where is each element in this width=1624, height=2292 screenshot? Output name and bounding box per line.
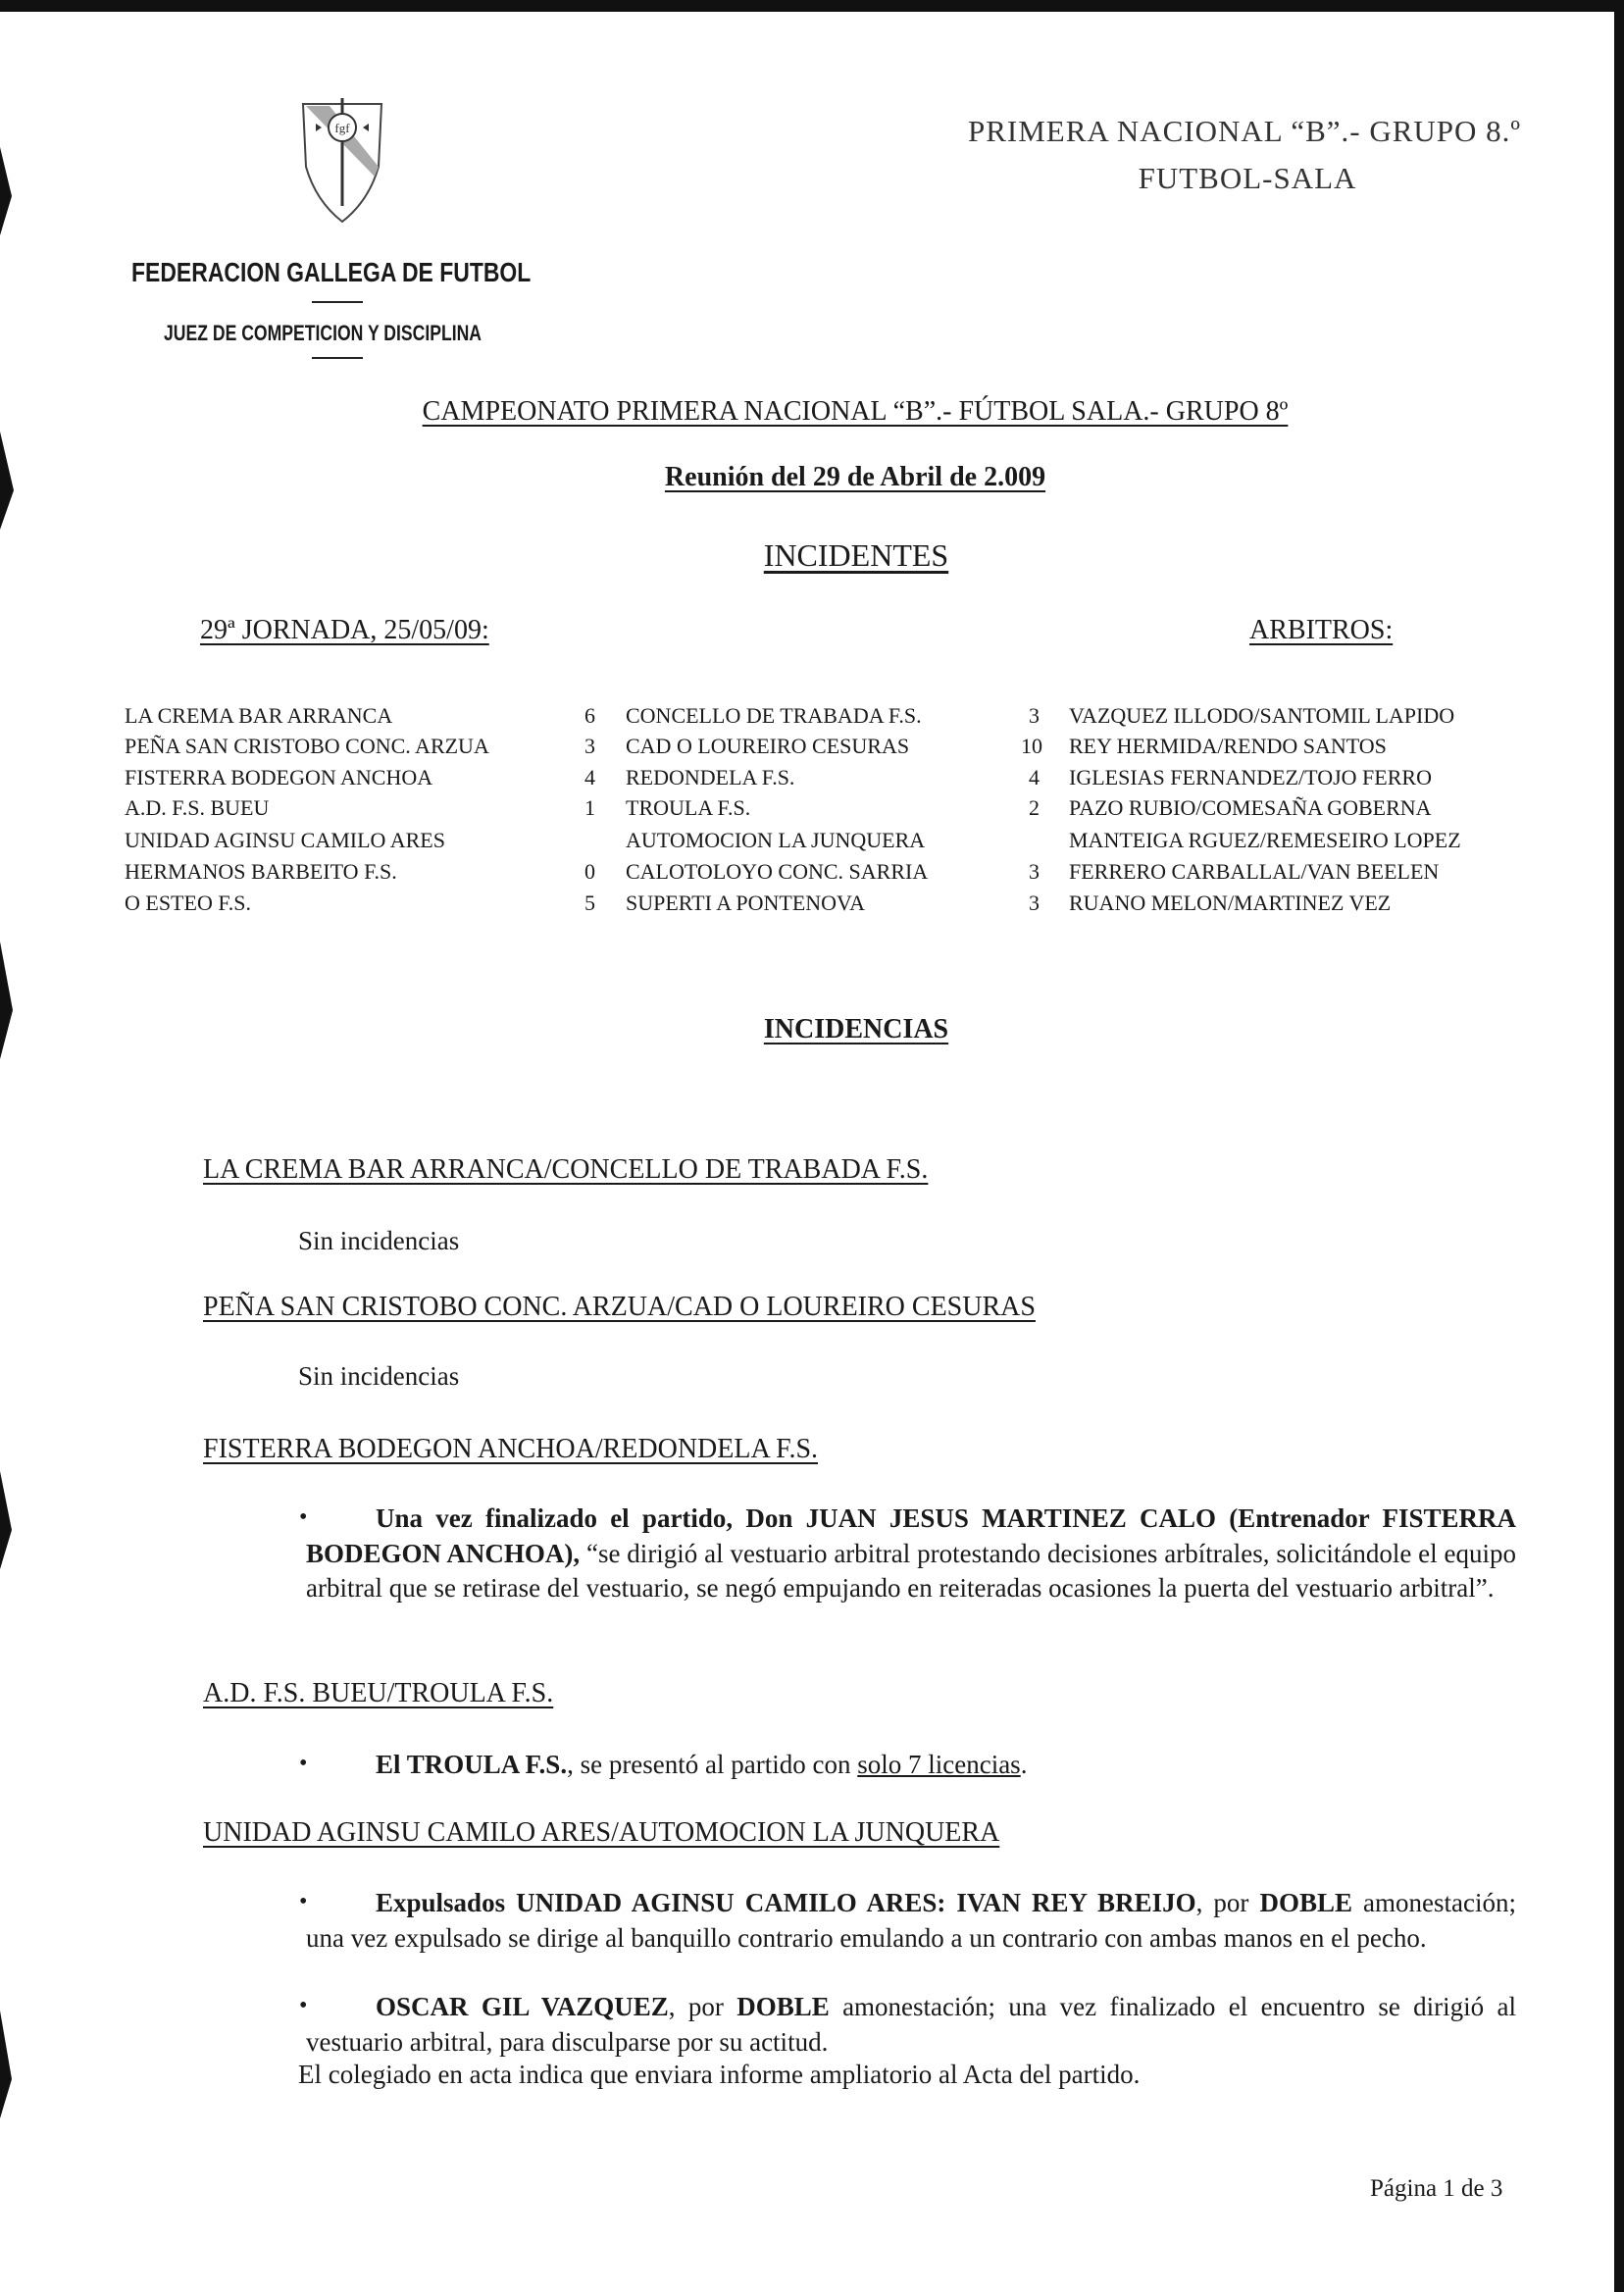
- header-competition: PRIMERA NACIONAL “B”.- GRUPO 8.º: [968, 114, 1522, 148]
- arbitros-heading: ARBITROS:: [1249, 615, 1394, 645]
- organization-name: FEDERACION GALLEGA DE FUTBOL: [131, 257, 532, 287]
- score-home: 5: [584, 891, 595, 915]
- referees: IGLESIAS FERNANDEZ/TOJO FERRO: [1069, 765, 1432, 789]
- incident-text-bold: OSCAR GIL VAZQUEZ: [376, 1992, 669, 2021]
- department-name: JUEZ DE COMPETICION Y DISCIPLINA: [164, 321, 482, 345]
- team-away: CONCELLO DE TRABADA F.S.: [626, 703, 922, 728]
- referees: PAZO RUBIO/COMESAÑA GOBERNA: [1069, 795, 1432, 820]
- score-home: 6: [584, 703, 595, 728]
- team-away: TROULA F.S.: [626, 795, 751, 820]
- jornada-heading: 29ª JORNADA, 25/05/09:: [200, 615, 489, 645]
- scan-torn-edge: [0, 0, 14, 2292]
- incident-note: Sin incidencias: [298, 1361, 460, 1391]
- team-home: A.D. F.S. BUEU: [125, 795, 270, 820]
- section-incidencias: INCIDENCIAS: [763, 1014, 949, 1044]
- header-sport: FUTBOL-SALA: [1138, 161, 1357, 195]
- federation-crest-logo: [300, 98, 384, 224]
- incident-match-heading: PEÑA SAN CRISTOBO CONC. ARZUA/CAD O LOUREIRO CESURAS: [203, 1292, 1036, 1322]
- score-home: 0: [584, 859, 595, 884]
- incident-text: “se dirigió al vestuario arbitral protestando decisiones arbítrales, solicitándole el equipo arbitral que se retirase del vestuario, se negó empujando en reiteradas ocasiones la puerta del vestuario arbitral”.: [306, 1538, 1516, 1603]
- incident-text: .: [1020, 1750, 1028, 1779]
- team-home: O ESTEO F.S.: [125, 891, 252, 915]
- referees: VAZQUEZ ILLODO/SANTOMIL LAPIDO: [1069, 703, 1455, 728]
- divider: [312, 301, 363, 303]
- score-away: 3: [1029, 891, 1040, 915]
- team-away: AUTOMOCION LA JUNQUERA: [626, 828, 926, 852]
- document-title: CAMPEONATO PRIMERA NACIONAL “B”.- FÚTBOL SALA.- GRUPO 8º: [422, 396, 1289, 427]
- incident-text: amonestación; una vez finalizado el encuentro se dirigió al vestuario arbitral, para disculparse por su actitud.: [306, 1992, 1517, 2057]
- svg-text:fgf: fgf: [334, 121, 350, 135]
- team-home: FISTERRA BODEGON ANCHOA: [125, 765, 433, 789]
- bullet-icon: •: [299, 1751, 308, 1776]
- score-home: 4: [584, 765, 595, 789]
- incident-match-heading: UNIDAD AGINSU CAMILO ARES/AUTOMOCION LA JUNQUERA: [203, 1817, 1000, 1848]
- scan-border-top: [0, 0, 1624, 12]
- incident-text-bold: El TROULA F.S.: [376, 1750, 568, 1779]
- incident-paragraph: [306, 1502, 1516, 1606]
- incident-text-underlined: solo 7 licencias: [857, 1750, 1021, 1779]
- incident-text-bold: DOBLE: [1259, 1888, 1352, 1917]
- referees: FERRERO CARBALLAL/VAN BEELEN: [1069, 859, 1440, 884]
- team-home: UNIDAD AGINSU CAMILO ARES: [125, 828, 445, 852]
- score-home: 3: [584, 734, 595, 758]
- incident-paragraph: [306, 1990, 1516, 2060]
- incident-paragraph: [306, 1748, 1516, 1783]
- meeting-date: Reunión del 29 de Abril de 2.009: [664, 462, 1046, 492]
- referees: REY HERMIDA/RENDO SANTOS: [1069, 734, 1387, 758]
- incident-text: , se presentó al partido con: [567, 1750, 858, 1779]
- incident-text-bold: Una vez finalizado el partido, Don JUAN JESUS MARTINEZ CALO (Entrenador FISTERRA BODEGON ANCHOA),: [306, 1503, 1516, 1568]
- incident-text: , por: [1195, 1888, 1260, 1917]
- team-away: CAD O LOUREIRO CESURAS: [626, 734, 910, 758]
- incident-match-heading: LA CREMA BAR ARRANCA/CONCELLO DE TRABADA F.S.: [203, 1154, 929, 1185]
- incident-match-heading: FISTERRA BODEGON ANCHOA/REDONDELA F.S.: [203, 1434, 819, 1464]
- scan-border-right: [1614, 0, 1624, 2292]
- referees: MANTEIGA RGUEZ/REMESEIRO LOPEZ: [1069, 828, 1461, 852]
- incident-match-heading: A.D. F.S. BUEU/TROULA F.S.: [203, 1678, 554, 1708]
- score-away: 3: [1029, 703, 1040, 728]
- score-away: 2: [1029, 795, 1040, 820]
- incident-note: El colegiado en acta indica que enviara informe ampliatorio al Acta del partido.: [298, 2060, 1141, 2089]
- incident-paragraph: [306, 1886, 1516, 1956]
- section-incidentes: INCIDENTES: [763, 537, 949, 573]
- incident-text: amonestación; una vez expulsado se dirige al banquillo contrario emulando a un contrario con ambas manos en el pecho.: [306, 1888, 1516, 1953]
- divider: [312, 357, 363, 359]
- page-number: Página 1 de 3: [1370, 2175, 1503, 2202]
- bullet-icon: •: [299, 1993, 308, 2018]
- score-away: 3: [1029, 859, 1040, 884]
- score-away: 10: [1021, 734, 1042, 758]
- incident-text: , por: [668, 1992, 737, 2021]
- team-away: REDONDELA F.S.: [626, 765, 795, 789]
- bullet-icon: •: [299, 1889, 308, 1914]
- incident-note: Sin incidencias: [298, 1226, 460, 1255]
- team-home: LA CREMA BAR ARRANCA: [125, 703, 393, 728]
- team-away: CALOTOLOYO CONC. SARRIA: [626, 859, 929, 884]
- team-away: SUPERTI A PONTENOVA: [626, 891, 865, 915]
- incident-text-bold: DOBLE: [736, 1992, 830, 2021]
- score-away: 4: [1029, 765, 1040, 789]
- team-home: HERMANOS BARBEITO F.S.: [125, 859, 397, 884]
- team-home: PEÑA SAN CRISTOBO CONC. ARZUA: [125, 734, 489, 758]
- score-home: 1: [584, 795, 595, 820]
- bullet-icon: •: [299, 1504, 308, 1530]
- referees: RUANO MELON/MARTINEZ VEZ: [1069, 891, 1392, 915]
- incident-text-bold: Expulsados UNIDAD AGINSU CAMILO ARES: IVAN REY BREIJO: [376, 1888, 1196, 1917]
